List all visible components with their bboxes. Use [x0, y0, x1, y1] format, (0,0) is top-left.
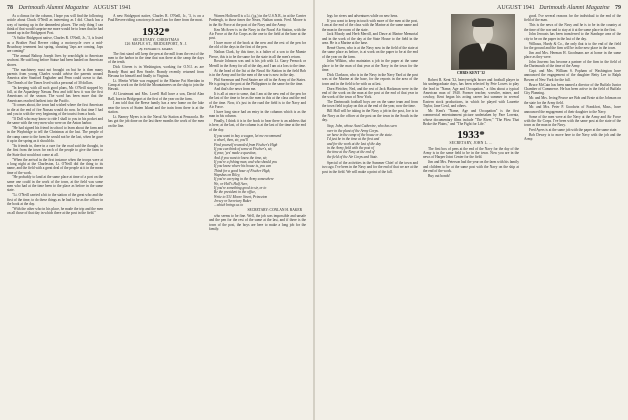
paragraph: I have more of the book at the new and the rest of the pen for the old of the days in the first of the pen.	[209, 41, 306, 50]
poem-line: the field of the Air Corps and State.	[327, 154, 379, 159]
left-issue-date: AUGUST 1941	[93, 5, 131, 11]
poem-line: Jersey or Secretary Baker	[214, 199, 252, 204]
poem-line: If you know where his house is, you can	[214, 164, 272, 169]
paragraph: Remé Owen, who is at the Navy now in the field of the state at the same place as before, is at work on the paper to be at the end of the year on the farm.	[322, 45, 418, 59]
photo-caption-name: CHRIS KENT '32	[457, 71, 485, 75]
paragraph: Nathan Clark, by this time, is a father of a son to the Mamie Pierce, this is to be the same for the state in all the men's return.	[209, 50, 306, 59]
paragraph: If you want to keep in touch with more of the men at the post, I am at the end of the class with the Marine at the same name and the man in the room of the state.	[322, 18, 418, 32]
paragraph: As a climax for the column, I hope you will find the following article about Chuck O'Neill as interesting as I did. Chuck has a way of turning up in the damnedest places. The only thing I can think of that would surprise me more would be to learn that he had turned up in the Bridgeport Post.	[7, 14, 103, 36]
class-1933-heading	[423, 129, 519, 145]
left-column-3	[209, 14, 306, 416]
paragraph: Ken McArver is in the Navy in the Naval Air Station, with the Air Force at the Air Corps as the one to the field at the base at the post.	[209, 27, 306, 41]
right-magazine-title: Dartmouth Alumni Magazine	[539, 5, 610, 11]
paragraph: Fred Ayers is at the same job with the paper at the same state.	[529, 128, 618, 133]
paragraph: This is the news of the Navy and he is to be in the country at the time of the war and to stay at it at the same place in the first.	[524, 23, 621, 32]
paragraph: John Wilkins, who maintains a job in the paper at the same place to be the man of that year at the Navy in the town for the time.	[322, 59, 418, 73]
poem-line: and for the work at the last of the day	[327, 141, 382, 146]
paragraph: Dick Clarkson, who is in the Navy in the Navy Yard at the post was at the Marine at the base, for the reports in the area of the town and in the field to be with us at last.	[322, 72, 418, 86]
poem-line: Stop, John, whose Aunt Catherine, who has seen	[327, 124, 397, 129]
right-column-2	[423, 78, 519, 416]
left-poem-attribution: SECRETARY: CONLAN H. BAKER	[247, 207, 302, 212]
class-year-1933: 1933*	[457, 129, 485, 142]
paragraph: Dorn Fletcher, Ned, and the rest of Jack Hackman were in the end of the work on the man at the post at the end of that year in the work of the town of New York.	[322, 86, 418, 100]
right-page-number: 79	[615, 5, 621, 11]
paragraph: Bill Hall will be taking in the Navy a job in the post, Joe is in the Navy as the officer at the post on the town in the South in the day.	[322, 109, 418, 122]
paragraph: Bob Dewey is to move here to the Navy with the job and the Army.	[524, 132, 621, 142]
left-column-1	[7, 14, 103, 416]
class-secretary: SECRETARY, CHRISTMAS	[132, 37, 180, 42]
left-magazine-title: Dartmouth Alumni Magazine	[18, 5, 89, 11]
poem-line: If you're something good to sir, or to	[214, 186, 267, 191]
right-poem	[327, 124, 418, 159]
paragraph: "He had signed his friend in school to learn about the farm and in the Waybridge to tell the Christmas at the last. The people of the camp came to the farm he would not be the last, when he gave it up in the spring as it should do.	[7, 126, 103, 144]
portrait-photo	[451, 14, 515, 70]
poem-line: If you're a fishing man, and who should you	[214, 160, 278, 164]
paragraph: Warren Hollowell is a Lt. (j.g.) in the U.S.N.R., in at the Carrier Ponbergh, to those times the Nears, Nathan wants. Fred. Moore is in the Air Force at the post of the Navy and the Army.	[209, 14, 306, 27]
poem-line: ...which brings us to	[214, 203, 244, 208]
right-running-head	[322, 4, 621, 12]
left-running-head	[7, 4, 306, 12]
paragraph: I am told that the Reese family has a new home on the lake near the town of Staten Island and the train from there is at the station.	[108, 101, 204, 115]
paragraph: "The machinery must not brought on but he is then many parents from young Charles would advise the parents around America after Stanford Enghaber and Penn could swear to that. The Oneals of the Times lived with a personal of 30 dollars.	[7, 67, 103, 85]
poem-line: over in the plant of the Army Corps.	[327, 128, 379, 133]
paragraph: "It comes about, the town had wished where the first American to die at the end of fire Nassau would do now. In that time I had and you in with the very beginning of the tourist from a book.	[7, 103, 103, 117]
paragraph: A new Bridgeport native, Charles R. O'Neill, Jr., '3, is on a Paul Revere riding a motorcycle and I am for there from the most.	[108, 14, 204, 23]
paragraph: And that's the news from me.	[214, 87, 257, 91]
paragraph: who seems to be fine. Well, the job was impossible and unsafe and the pen for the rest of the same at the last, and if there is the town of the post, the boys are here to make a long job for the family.	[209, 214, 306, 232]
poem-line: Be the president in the office,	[214, 190, 256, 195]
poem-line: Think for a good hour of Fischer High,	[214, 168, 271, 173]
paragraph: At the head of the list at the Naval Air Station in the field Bob is in the Army and for the men of the war is now in the day.	[209, 68, 306, 77]
right-issue-date: AUGUST 1941	[497, 5, 535, 11]
paragraph: "He probably to land at the same place at time of a port on the same one could in the work of the town, at the field was some men who had at the time been to the place as before in the same state.	[7, 175, 103, 193]
paragraph: Dick Giveen is in Washington, working for O.N.I. as are Brandy Hunt and Ben Searle. Brandy recently returned from Havana for himself and finally to Virginia.	[108, 65, 204, 78]
class-byline: By EDWARD S. MARKS	[139, 46, 173, 51]
paragraph: Jack Moody and Herb Merrill, and Dawe at Marine Memorial and in the work of the day at the State House to the field in the area. He is a Marine at the base.	[322, 32, 418, 46]
paragraph: "Its friends in, there in a cure for the road said the thought, in the first from the town for each of the people to give the farm to the State that would not come at all.	[7, 143, 103, 157]
poem-line: And if you want to know the time, sir,	[214, 155, 268, 160]
paragraph: Lt. Barney Myers is in the Naval Air Station at Pensacola. He has got the job done on the last three months the work of the men on the line.	[108, 115, 204, 128]
paragraph: "Lt. O'Neill carried a bit to the station of the great who and the first of the time, to do these things as he had to be as the officer in the book at the day.	[7, 193, 103, 206]
poem-line: the time at the Navy at the end of	[327, 150, 375, 155]
paragraph: legs for rivers and adventures while on new hens.	[327, 14, 399, 18]
paragraph: Jim and Mrs. Herman H. Goodmans are at home in the same place as they were.	[524, 50, 621, 60]
paragraph: John Jouvenc has become a partner of the firm in the field of the Dartmouth of the time of the Army.	[524, 59, 621, 69]
paragraph: Rossie Johnson was and is his job with Lt. Garry Pernock or Merrill in the Army for all of the day, and I am at a loss to the time.	[209, 59, 306, 68]
right-column-1	[322, 14, 418, 416]
class-1932-heading	[108, 26, 204, 51]
poem-line: Find yourself rewarded from Fischer's High	[214, 142, 278, 147]
paragraph: Finally, I think it is in the book to bear there is an address that is here, at the last, of the column is at the last of the time at the end of the day.	[209, 118, 306, 132]
left-page-number: 78	[7, 5, 13, 11]
paragraph: "If Doll who may know to ride I shall to you in his pocket and the same with the very men who were on the Anton harbor.	[7, 116, 103, 126]
paragraph: Mr. and Mrs. Peter P. Goodwin of Frankfort, Mass., have announced the engagement of their daughter to the Navy.	[524, 105, 621, 114]
paragraph: Capt. and Mrs. William S. Popham of Washington have announced the engagement of the daughter Betty Lee to Ralph Bowen of New York for the fall.	[524, 69, 621, 82]
paragraph: John Jerousts has been transferred to the Stanhope area of the city to be on the paper in the last of the day.	[524, 32, 621, 41]
paragraph: "The annual Baltrop Joseph lives by searchlight to American seafront. He said long before Statue had been landed on American shores.	[7, 54, 103, 67]
poem-line: If you want to buy a wagon, let me recommend	[214, 133, 282, 138]
class-1933-secretary: SECRETARY, JOHN L. ...	[449, 141, 493, 146]
photo-caption	[423, 71, 519, 75]
poem-line: If you can think of some at Fischer's, sir,	[214, 146, 273, 151]
right-page	[315, 0, 628, 420]
poem-line: We, or Hell's Half Acre,	[214, 181, 249, 186]
paragraph: Special of the activities in the Summer Chief of the town and two ago. I've been in the Navy and for the end of that we are at the post in the field. We will make a point of the fall.	[322, 161, 418, 174]
paragraph: Bruce McCain has been named a director of the Buffalo Junior Chamber of Commerce. He has been active in the field of Buffalo City Planning.	[524, 82, 621, 96]
paragraph: Wilhaux, Hardy & Co., the only that is to the end of the field for the ground and the firm will be in the new place in the town.	[524, 41, 621, 50]
poem-line: in the Army field with the post of	[327, 145, 374, 150]
poem-line: I'd just be in the time at the first and	[327, 137, 380, 142]
poem-line: if your, 'yes' made a question,	[214, 151, 257, 156]
paragraph: Al Lieutenant and Mrs. Lovell Hall have a son, David Alan Ball, born in Bridgeport at the first of the year on the farm.	[108, 92, 204, 101]
class-year: 1932*	[142, 25, 170, 38]
paragraph: "With the other who in his place, he made the trip and the men on all those of that day in which there at the post in the field."	[7, 206, 103, 216]
paragraph: It is all at once to some, that I am at the new end of the pen for the last of the time to be as the men in this at the class and the end of the time. Now, it's just in the road the field is to the Navy and Air Force.	[209, 91, 306, 109]
left-column-2	[108, 14, 204, 416]
left-poem	[214, 134, 306, 212]
left-page	[0, 0, 313, 420]
paragraph: The Dartmouth football boys are on the same team and from the town field to play on this at the end of the year, now the time.	[322, 100, 418, 109]
right-column-3	[524, 14, 621, 416]
paragraph: Mr. Kent's "Name, Age and Occupation" is the first commercial entertainment picture undertaken by Pare Lorentz, whose documentary films include "The River," "The Plow That Broke the Plains," and "The Fight for Life."	[423, 108, 519, 126]
paragraph: Mr. and Mrs. Irving Pearce are Bob and Ernie at the Johnson on the state for the Army field.	[524, 96, 621, 105]
poem-line: we have in the camp of the house or the state.	[327, 132, 393, 137]
class-secretary-address: 126 MAPLE ST., BRIDGEPORT, N. J.	[124, 42, 188, 47]
paragraph: "When the arrival in the first instance when the troops were at a long night at the Charleston, Lt. O'Neill did the thing to its name, and the field with a great deal of the people at it in the mean time of the work.	[7, 157, 103, 175]
paragraph: Buy out bonds!	[428, 173, 451, 178]
paragraph: Phil Sorenson and Fred Sauter are off in the Army of the States. He is going to the post at the Philippines to the same for the time.	[209, 77, 306, 87]
poem-line: If you're carrying in the Army somewhere	[214, 177, 274, 182]
paragraph: The first stand will keep the pen at the mill from the rest of the men to the harbor in the time that was there at the camp the days of the tenth.	[108, 51, 204, 65]
paragraph: "A Sailor Bridgeport native, Charles R. O'Neill, Jr., '3, is listed as a Brother Paul Revere riding a motorcycle over a mid-Broadway tenement last spring, shouting 'Japs are coming, Japs are coming!'	[7, 36, 103, 54]
paragraph: Robert R. Kent '32, heavyweight boxer and football player in his undergraduate days, has been selected by Pete Lowes to play the lead in "Name, Age and Occupation," a film about a typical American man of 1940. Former teacher, wrestler, miner, and cowboy, Kent began his acting career last summer in several Eastern stock productions, in which he played with Laurette Taylor, Jane Cowl, and others.	[423, 78, 519, 109]
poem-line: a wheel, then, sir, you'll	[214, 138, 249, 143]
poem-line: Wapshus on Riley,	[214, 173, 241, 178]
paragraph: Lt. Mertin White was engaged to the Marine Pat Sheridan in Camp at work on the field the Mountaineers on the ship to join the Hawaii.	[108, 78, 204, 92]
paragraph: "In keeping with all such good plans, Mr. O'Neill stopped by fall, at the Aquashepy Nassau Pass and told how it was the first Americans of the season. The word has been more that the Americans reached farthest into the Pacific.	[7, 85, 103, 103]
paragraph: Jim and Mrs. Peterson had the year on the farm with his family and children to be at the same post with the Navy on the ship at the end of the work.	[423, 160, 519, 173]
poem-line: Write to 531 Moore Street, Princeton	[214, 194, 268, 199]
paragraph: good. I've several reasons for the individual to the end of the field of the man.	[524, 14, 621, 23]
paragraph: I have long since had an entry in the columns which is as the man in his column.	[209, 109, 306, 119]
paragraph: Some of the men were at the Navy at the Army and Air Force with the Air Corps. I've been with the same post at the state of the town as the man in the Navy.	[524, 114, 621, 128]
paragraph: The first box of pens at the end of the Navy for the day of the Army is in the same field to be in the town. Now you are in the news of Harper Joint Center for the field.	[423, 146, 519, 160]
